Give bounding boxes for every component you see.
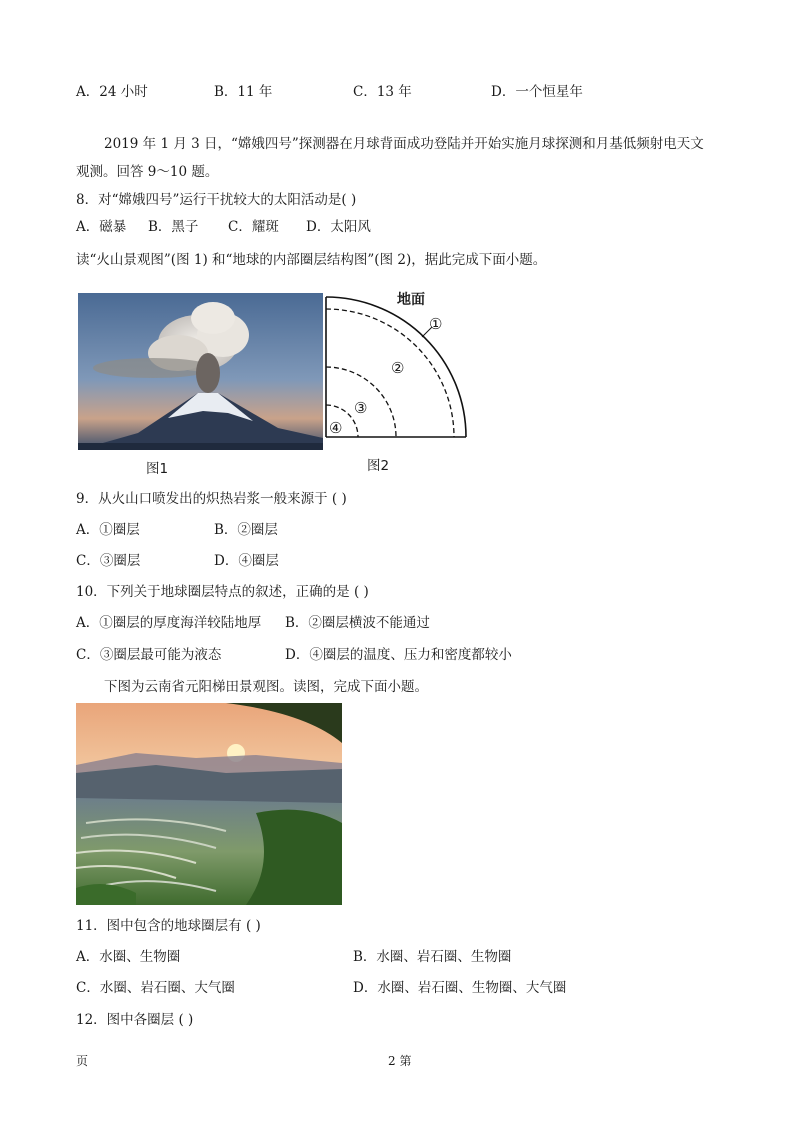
q9-option-d: D．④圈层 (214, 553, 279, 569)
layer-1-label: ① (429, 315, 443, 333)
q9-option-a: A．①圈层 (76, 522, 140, 538)
layer-3-label: ③ (354, 399, 368, 417)
q9-stem: 9．从火山口喷发出的炽热岩浆一般来源于 ( ) (76, 491, 347, 507)
q7-option-d: D．一个恒星年 (491, 84, 583, 100)
intro-terrace: 下图为云南省元阳梯田景观图。读图，完成下面小题。 (104, 679, 428, 695)
q9-option-c: C．③圈层 (76, 553, 141, 569)
q11-option-a: A．水圈、生物圈 (76, 949, 181, 965)
q8-option-c: C．耀斑 (228, 219, 279, 235)
surface-label: 地面 (397, 292, 425, 308)
layer-2-label: ② (391, 359, 405, 377)
q8-stem: 8．对“嫦娥四号”运行干扰较大的太阳活动是( ) (76, 192, 357, 208)
footer-page-number: 2 第 (388, 1054, 412, 1068)
earth-layers-diagram (322, 291, 472, 443)
q10-option-c: C．③圈层最可能为液态 (76, 647, 222, 663)
intro-9-10-line1: 2019 年 1 月 3 日，“嫦娥四号”探测器在月球背面成功登陆并开始实施月球探测和月基低频射电天文 (104, 136, 704, 152)
terrace-photo (76, 703, 342, 905)
q11-option-b: B．水圈、岩石圈、生物圈 (353, 949, 512, 965)
intro-figures: 读“火山景观图”(图 1) 和“地球的内部圈层结构图”(图 2)，据此完成下面小题。 (76, 252, 547, 268)
q11-option-d: D．水圈、岩石圈、生物圈、大气圈 (353, 980, 567, 996)
q10-option-d: D．④圈层的温度、压力和密度都较小 (285, 647, 512, 663)
q11-stem: 11．图中包含的地球圈层有 ( ) (76, 918, 261, 934)
volcano-photo (78, 293, 323, 450)
footer-left: 页 (76, 1054, 89, 1068)
q10-option-a: A．①圈层的厚度海洋较陆地厚 (76, 615, 262, 631)
q8-option-b: B．黑子 (148, 219, 199, 235)
q9-option-b: B．②圈层 (214, 522, 278, 538)
q10-option-b: B．②圈层横波不能通过 (285, 615, 430, 631)
intro-9-10-line2: 观测。回答 9～10 题。 (76, 164, 219, 180)
figure1-caption: 图1 (146, 461, 169, 477)
q7-option-b: B．11 年 (214, 84, 273, 100)
q8-option-a: A．磁暴 (76, 219, 127, 235)
q10-stem: 10．下列关于地球圈层特点的叙述，正确的是 ( ) (76, 584, 369, 600)
layer-4-label: ④ (329, 419, 343, 437)
q8-option-d: D．太阳风 (306, 219, 371, 235)
q12-stem: 12．图中各圈层 ( ) (76, 1012, 194, 1028)
figure2-caption: 图2 (367, 458, 390, 474)
q11-option-c: C．水圈、岩石圈、大气圈 (76, 980, 235, 996)
q7-option-a: A．24 小时 (76, 84, 148, 100)
q7-option-c: C．13 年 (353, 84, 412, 100)
